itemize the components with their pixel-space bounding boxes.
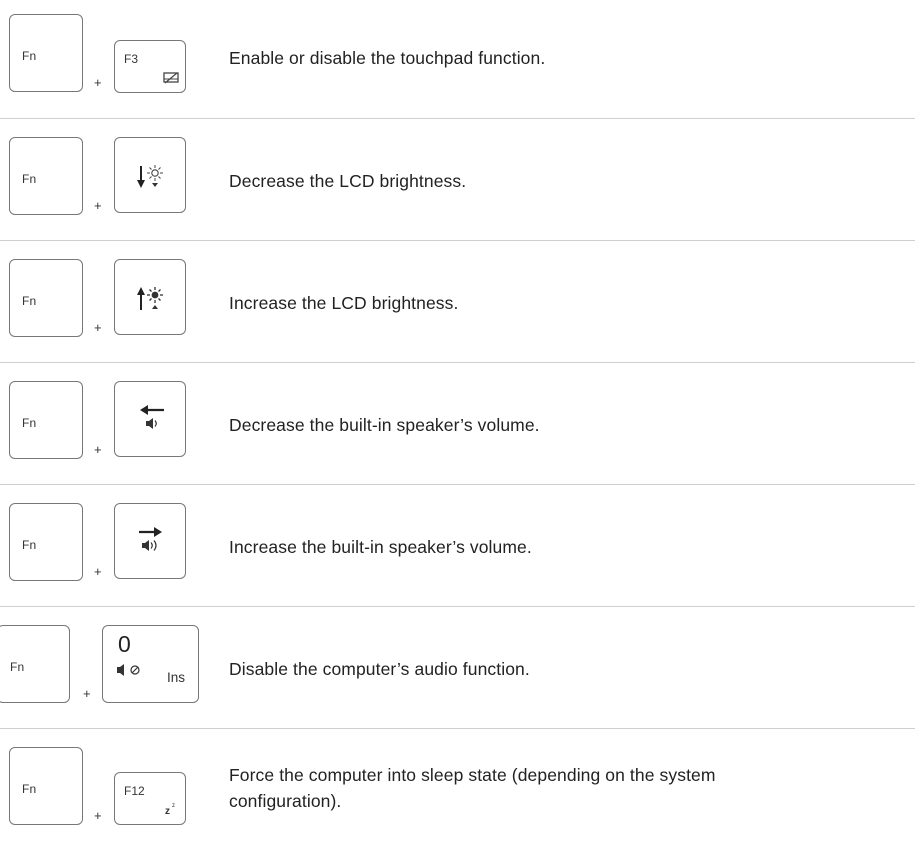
fn-key-label: Fn	[22, 172, 37, 186]
volume-down-icon	[136, 404, 166, 432]
shortcut-description: Increase the LCD brightness.	[229, 293, 459, 313]
shortcut-description: Disable the computer’s audio function.	[229, 659, 530, 679]
shortcut-description-line2: configuration).	[229, 791, 342, 811]
plus-sign: +	[83, 686, 91, 701]
fn-key-label: Fn	[22, 416, 37, 430]
plus-sign: +	[94, 442, 102, 457]
fn-key	[9, 381, 83, 459]
brightness-down-key	[114, 137, 186, 213]
volume-up-icon	[136, 526, 166, 554]
shortcut-row-volume-up	[0, 488, 918, 610]
fn-key	[0, 625, 70, 703]
f3-key-label: F3	[124, 52, 139, 66]
svg-text:z: z	[172, 803, 175, 809]
fn-key-label: Fn	[22, 294, 37, 308]
shortcut-row-touchpad	[0, 0, 918, 122]
shortcut-description: Decrease the LCD brightness.	[229, 171, 467, 191]
plus-sign: +	[94, 320, 102, 335]
fn-key-label: Fn	[22, 49, 37, 63]
f12-key	[114, 772, 186, 825]
shortcut-row-sleep	[0, 732, 918, 854]
fn-key	[9, 259, 83, 337]
shortcut-description: Increase the built-in speaker’s volume.	[229, 537, 532, 557]
row-divider	[0, 118, 915, 119]
shortcut-row-brightness-up	[0, 244, 918, 366]
f12-key-label: F12	[124, 784, 145, 798]
row-divider	[0, 484, 915, 485]
volume-down-key	[114, 381, 186, 457]
plus-sign: +	[94, 75, 102, 90]
fn-key-label: Fn	[22, 782, 37, 796]
row-divider	[0, 728, 915, 729]
shortcut-row-volume-down	[0, 366, 918, 488]
mute-icon	[116, 663, 146, 677]
row-divider	[0, 240, 915, 241]
zero-key-label: 0	[118, 631, 131, 657]
shortcut-row-brightness-down	[0, 122, 918, 244]
brightness-down-icon	[136, 164, 166, 190]
plus-sign: +	[94, 198, 102, 213]
row-divider	[0, 362, 915, 363]
fn-key	[9, 14, 83, 92]
shortcut-description: Enable or disable the touchpad function.	[229, 48, 546, 68]
svg-text:z: z	[165, 806, 170, 817]
brightness-up-icon	[136, 286, 166, 312]
fn-key-label: Fn	[22, 538, 37, 552]
sleep-icon	[163, 800, 179, 816]
ins-key-label: Ins	[167, 670, 186, 685]
shortcut-description: Decrease the built-in speaker’s volume.	[229, 415, 540, 435]
touchpad-icon	[163, 72, 179, 84]
plus-sign: +	[94, 808, 102, 823]
fn-key	[9, 137, 83, 215]
brightness-up-key	[114, 259, 186, 335]
f3-key	[114, 40, 186, 93]
fn-key-label: Fn	[10, 660, 25, 674]
volume-up-key	[114, 503, 186, 579]
shortcut-description: Force the computer into sleep state (depending on the system	[229, 765, 716, 785]
shortcut-row-mute	[0, 610, 918, 732]
zero-ins-key	[102, 625, 199, 703]
fn-key	[9, 747, 83, 825]
row-divider	[0, 606, 915, 607]
plus-sign: +	[94, 564, 102, 579]
fn-key	[9, 503, 83, 581]
